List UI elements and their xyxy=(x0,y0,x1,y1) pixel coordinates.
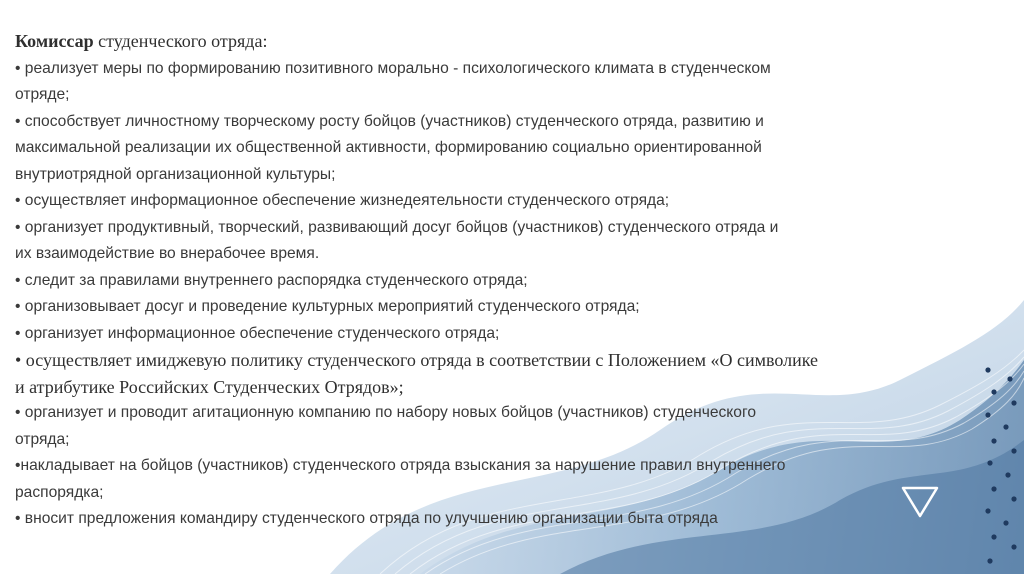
text-line: их взаимодействие во внерабочее время. xyxy=(15,245,320,262)
text-line: • следит за правилами внутреннего распорядка студенческого отряда; xyxy=(15,271,528,289)
title-bold: Комиссар xyxy=(15,31,94,51)
text-line: внутриотрядной организационной культуры; xyxy=(15,165,336,183)
text-line: • вносит предложения командиру студенческого отряда по улучшению организации быта отряда xyxy=(15,510,718,527)
text-line: отряде; xyxy=(15,86,70,103)
text-line: максимальной реализации их общественной активности, формированию социально ориентированной xyxy=(15,139,762,156)
text-line: • организовывает досуг и проведение культурных мероприятий студенческого отряда; xyxy=(15,298,640,315)
dots-pattern-icon xyxy=(980,365,1020,570)
commissar-duties-text xyxy=(15,28,1005,533)
slide-title xyxy=(15,28,1005,56)
text-line: • организует продуктивный, творческий, развивающий досуг бойцов (участников) студенческого отряда и xyxy=(15,218,779,236)
text-line: • реализует меры по формированию позитивного морально - психологического климата в студенческом xyxy=(15,59,771,77)
text-line: и атрибутике Российских Студенческих Отрядов»; xyxy=(15,376,404,397)
text-line: • осуществляет имиджевую политику студенческого отряда в соответствии с Положением «О символике xyxy=(15,350,819,370)
text-line: отряда; xyxy=(15,430,70,448)
text-line: • осуществляет информационное обеспечение жизнедеятельности студенческого отряда; xyxy=(15,192,670,209)
text-line: • организует и проводит агитационную компанию по набору новых бойцов (участников) студенческого xyxy=(15,404,756,421)
title-rest: студенческого отряда: xyxy=(93,31,268,51)
text-line: распорядка; xyxy=(15,483,104,501)
triangle-down-icon xyxy=(900,484,940,520)
text-line: • организует информационное обеспечение студенческого отряда; xyxy=(15,324,500,342)
text-line: •накладывает на бойцов (участников) студенческого отряда взыскания за нарушение правил внутреннего xyxy=(15,457,786,474)
text-line: • способствует личностному творческому росту бойцов (участников) студенческого отряда, развитию и xyxy=(15,112,764,130)
